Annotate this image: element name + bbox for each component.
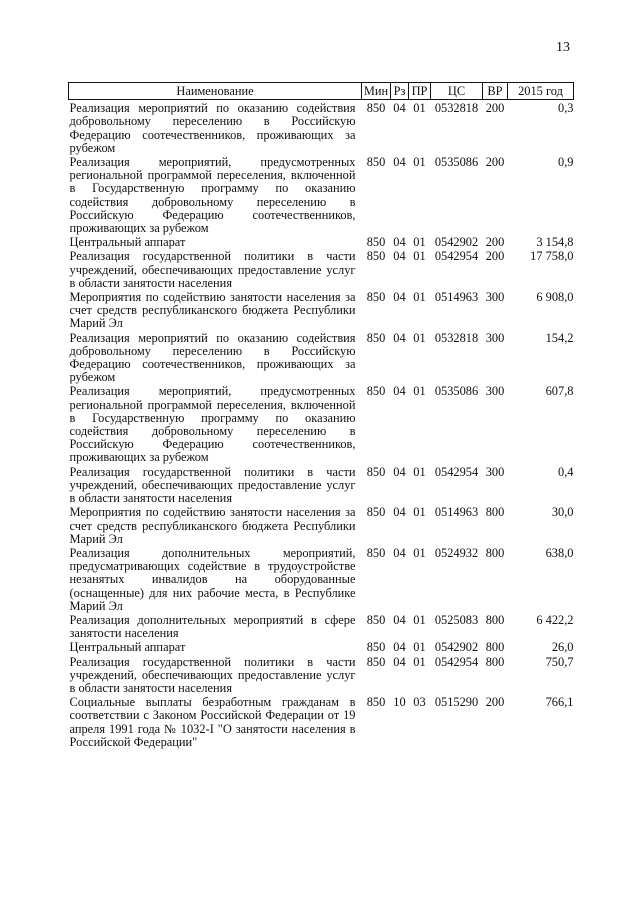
row-rz: 04	[393, 464, 406, 479]
row-amount: 750,7	[545, 654, 574, 669]
row-name: Реализация государственной политики в части учреждений, обеспечивающих предоставление услуг в области занятости населения	[69, 464, 356, 506]
header-name: Наименование	[69, 83, 362, 100]
row-rz: 04	[393, 545, 406, 560]
row-rz: 04	[393, 155, 406, 170]
row-min: 850	[366, 654, 386, 669]
row-name: Социальные выплаты безработным гражданам в соответствии с Законом Российской Федерации от 19 апреля 1991 года № 1032-I "О занятости населения в Российской Федерации"	[69, 695, 356, 749]
row-amount: 30,0	[551, 505, 574, 520]
row-cs: 0524932	[434, 545, 479, 560]
row-pr: 01	[413, 101, 426, 116]
row-rz: 04	[393, 384, 406, 399]
row-vr: 300	[485, 384, 505, 399]
row-pr: 01	[413, 640, 426, 655]
row-cs: 0514963	[434, 505, 479, 520]
table-row	[69, 466, 574, 507]
row-min: 850	[366, 249, 386, 264]
row-rz: 04	[393, 330, 406, 345]
row-pr: 01	[413, 505, 426, 520]
row-pr: 01	[413, 330, 426, 345]
row-amount: 0,9	[558, 155, 574, 170]
row-amount: 26,0	[551, 640, 574, 655]
header-cs: ЦС	[431, 83, 483, 100]
row-pr: 01	[413, 235, 426, 250]
row-min: 850	[366, 330, 386, 345]
row-pr: 01	[413, 464, 426, 479]
row-min: 850	[366, 384, 386, 399]
table-row	[69, 100, 574, 156]
row-amount: 6 422,2	[536, 612, 574, 627]
row-name: Мероприятия по содействию занятости населения за счет средств республиканского бюджета Республики Марий Эл	[69, 290, 356, 331]
row-pr: 01	[413, 545, 426, 560]
row-rz: 04	[393, 101, 406, 116]
row-cs: 0532818	[434, 330, 479, 345]
row-amount: 766,1	[545, 695, 574, 710]
header-rz: Рз	[391, 83, 409, 100]
table-row	[69, 641, 574, 655]
row-vr: 200	[485, 249, 505, 264]
table-row	[69, 291, 574, 332]
table-row	[69, 696, 574, 750]
row-name: Реализация государственной политики в части учреждений, обеспечивающих предоставление услуг в области занятости населения	[69, 654, 356, 695]
row-vr: 300	[485, 330, 505, 345]
row-min: 850	[366, 101, 386, 116]
row-min: 850	[366, 612, 386, 627]
row-pr: 01	[413, 384, 426, 399]
row-rz: 04	[393, 235, 406, 250]
header-pr: ПР	[409, 83, 431, 100]
row-cs: 0542954	[434, 654, 479, 669]
row-min: 850	[366, 290, 386, 305]
row-rz: 04	[393, 612, 406, 627]
row-min: 850	[366, 695, 386, 710]
row-cs: 0542902	[434, 640, 479, 655]
table-row	[69, 332, 574, 386]
row-vr: 200	[485, 695, 505, 710]
row-name: Реализация мероприятий по оказанию содействия добровольному переселению в Российскую Федерацию соотечественников, проживающих за рубежом	[69, 101, 356, 155]
row-name: Центральный аппарат	[69, 640, 186, 655]
row-vr: 200	[485, 155, 505, 170]
header-vr: ВР	[483, 83, 508, 100]
row-amount: 0,3	[558, 101, 574, 116]
row-name: Реализация мероприятий, предусмотренных региональной программой переселения, включенной в Государственную программу по оказанию содействия добровольному переселению в Российскую Федерацию соотечественников, проживающих за рубежом	[69, 155, 356, 236]
row-pr: 01	[413, 654, 426, 669]
row-rz: 04	[393, 640, 406, 655]
row-pr: 01	[413, 155, 426, 170]
table-body	[69, 100, 574, 750]
row-amount: 638,0	[545, 545, 574, 560]
page-number: 13	[556, 40, 570, 55]
row-vr: 800	[485, 545, 505, 560]
row-rz: 04	[393, 654, 406, 669]
row-cs: 0542902	[434, 235, 479, 250]
row-name: Реализация дополнительных мероприятий в сфере занятости населения	[69, 612, 356, 641]
row-pr: 03	[413, 695, 426, 710]
row-name: Мероприятия по содействию занятости населения за счет средств республиканского бюджета Республики Марий Эл	[69, 505, 356, 546]
table-row	[69, 156, 574, 236]
header-min: Мин	[362, 83, 391, 100]
row-vr: 800	[485, 612, 505, 627]
row-vr: 800	[485, 654, 505, 669]
row-amount: 0,4	[558, 464, 574, 479]
row-name: Реализация дополнительных мероприятий, предусматривающих содействие в трудоустройстве незанятых инвалидов на оборудованные (оснащенные) для них рабочие места, в Республике Марий Эл	[69, 545, 356, 613]
row-rz: 04	[393, 249, 406, 264]
budget-table	[68, 82, 574, 750]
row-cs: 0535086	[434, 384, 479, 399]
row-vr: 200	[485, 101, 505, 116]
row-vr: 200	[485, 235, 505, 250]
table-row	[69, 547, 574, 614]
row-cs: 0542954	[434, 464, 479, 479]
row-vr: 300	[485, 464, 505, 479]
row-rz: 10	[393, 695, 406, 710]
table-header-row	[69, 83, 574, 100]
row-pr: 01	[413, 612, 426, 627]
row-cs: 0532818	[434, 101, 479, 116]
row-min: 850	[366, 505, 386, 520]
row-rz: 04	[393, 290, 406, 305]
row-cs: 0514963	[434, 290, 479, 305]
row-name: Центральный аппарат	[69, 235, 186, 250]
row-pr: 01	[413, 290, 426, 305]
row-min: 850	[366, 155, 386, 170]
row-amount: 607,8	[545, 384, 574, 399]
table-row	[69, 385, 574, 465]
header-year: 2015 год	[508, 83, 574, 100]
row-min: 850	[366, 545, 386, 560]
row-vr: 800	[485, 505, 505, 520]
row-cs: 0542954	[434, 249, 479, 264]
row-min: 850	[366, 464, 386, 479]
row-name: Реализация мероприятий по оказанию содействия добровольному переселению в Российскую Федерацию соотечественников, проживающих за рубежом	[69, 330, 356, 385]
row-vr: 300	[485, 290, 505, 305]
row-cs: 0515290	[434, 695, 479, 710]
row-amount: 17 758,0	[530, 249, 574, 264]
row-cs: 0535086	[434, 155, 479, 170]
row-name: Реализация государственной политики в части учреждений, обеспечивающих предоставление услуг в области занятости населения	[69, 249, 356, 290]
row-amount: 3 154,8	[536, 235, 574, 250]
row-min: 850	[366, 235, 386, 250]
row-vr: 800	[485, 640, 505, 655]
table-row	[69, 250, 574, 291]
row-amount: 6 908,0	[536, 290, 574, 305]
table-row	[69, 656, 574, 697]
row-min: 850	[366, 640, 386, 655]
table-row	[69, 236, 574, 250]
table-row	[69, 506, 574, 547]
row-name: Реализация мероприятий, предусмотренных региональной программой переселения, включенной в Государственную программу по оказанию содействия добровольному переселению в Российскую Федерацию соотечественников, проживающих за рубежом	[69, 384, 356, 465]
row-amount: 154,2	[545, 330, 574, 345]
row-rz: 04	[393, 505, 406, 520]
row-pr: 01	[413, 249, 426, 264]
row-cs: 0525083	[434, 612, 479, 627]
table-row	[69, 614, 574, 641]
